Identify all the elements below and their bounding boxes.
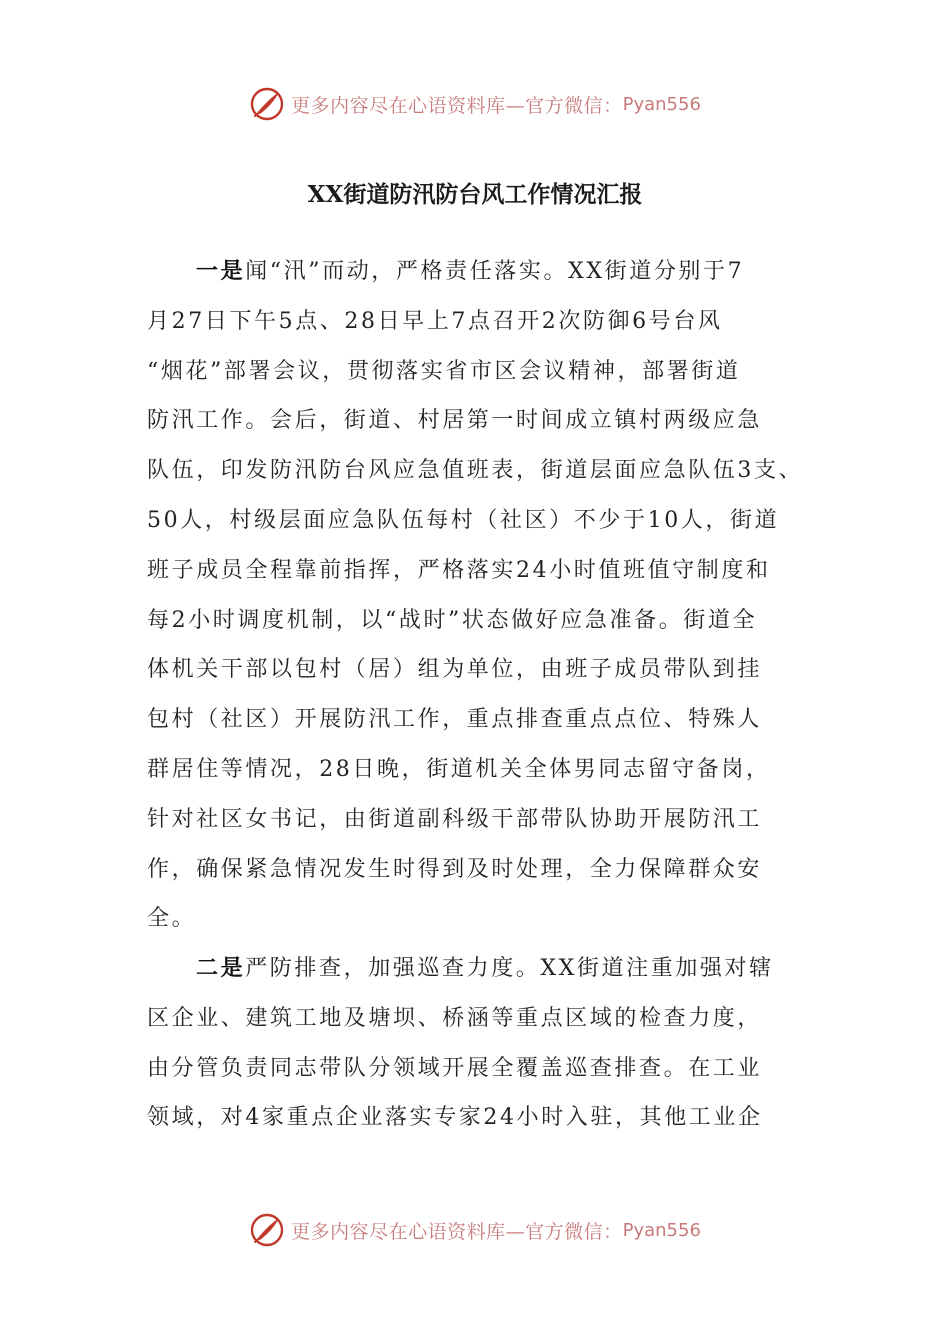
paragraph-lead: 一是 — [196, 258, 246, 284]
header-banner — [0, 82, 950, 126]
paragraph-line: 体机关干部以包村（居）组为单位，由班子成员带队到挂 — [147, 657, 763, 683]
banner-text: 更多内容尽在心语资料库—官方微信： — [291, 94, 623, 117]
paragraph-line: 针对社区女书记，由街道副科级干部带队协助开展防汛工 — [147, 806, 763, 832]
paragraph-line: 一是闻“汛”而动，严格责任落实。XX街道分别于7 — [196, 258, 745, 284]
wechat-id: Pyan556 — [622, 1219, 701, 1241]
paragraph-line: 二是严防排查，加强巡查力度。XX街道注重加强对辖 — [196, 955, 774, 981]
paragraph-line: 50人，村级层面应急队伍每村（社区）不少于10人，街道 — [147, 507, 780, 533]
quill-pen-logo-icon — [249, 1212, 285, 1248]
paragraph-line: “烟花”部署会议，贯彻落实省市区会议精神，部署街道 — [147, 358, 741, 384]
paragraph-line: 群居住等情况，28日晚，街道机关全体男同志留守备岗， — [147, 756, 771, 782]
paragraph-line: 作，确保紧急情况发生时得到及时处理，全力保障群众安 — [147, 856, 763, 882]
paragraph-line: 区企业、建筑工地及塘坝、桥涵等重点区域的检查力度， — [147, 1005, 763, 1031]
paragraph-line: 队伍，印发防汛防台风应急值班表，街道层面应急队伍3支、 — [147, 458, 804, 484]
paragraph-lead: 二是 — [196, 955, 246, 981]
document-title: XX街道防汛防台风工作情况汇报 — [307, 181, 643, 208]
paragraph-line: 班子成员全程靠前指挥，严格落实24小时值班值守制度和 — [147, 557, 771, 583]
paragraph-1 — [147, 247, 827, 944]
paragraph-line: 领域，对4家重点企业落实专家24小时入驻，其他工业企 — [147, 1105, 763, 1131]
footer-banner — [0, 1208, 950, 1252]
banner-text: 更多内容尽在心语资料库—官方微信： — [291, 1220, 623, 1243]
paragraph-line: 月27日下午5点、28日早上7点召开2次防御6号台风 — [147, 308, 723, 334]
paragraph-line: 包村（社区）开展防汛工作，重点排查重点点位、特殊人 — [147, 707, 763, 733]
paragraph-line: 防汛工作。会后，街道、村居第一时间成立镇村两级应急 — [147, 408, 763, 434]
paragraph-line: 每2小时调度机制，以“战时”状态做好应急准备。街道全 — [147, 607, 758, 633]
wechat-id: Pyan556 — [622, 93, 701, 115]
paragraph-line: 全。 — [147, 906, 197, 932]
paragraph-2 — [147, 944, 827, 1143]
quill-pen-logo-icon — [249, 86, 285, 122]
paragraph-line: 由分管负责同志带队分领域开展全覆盖巡查排查。在工业 — [147, 1055, 763, 1081]
